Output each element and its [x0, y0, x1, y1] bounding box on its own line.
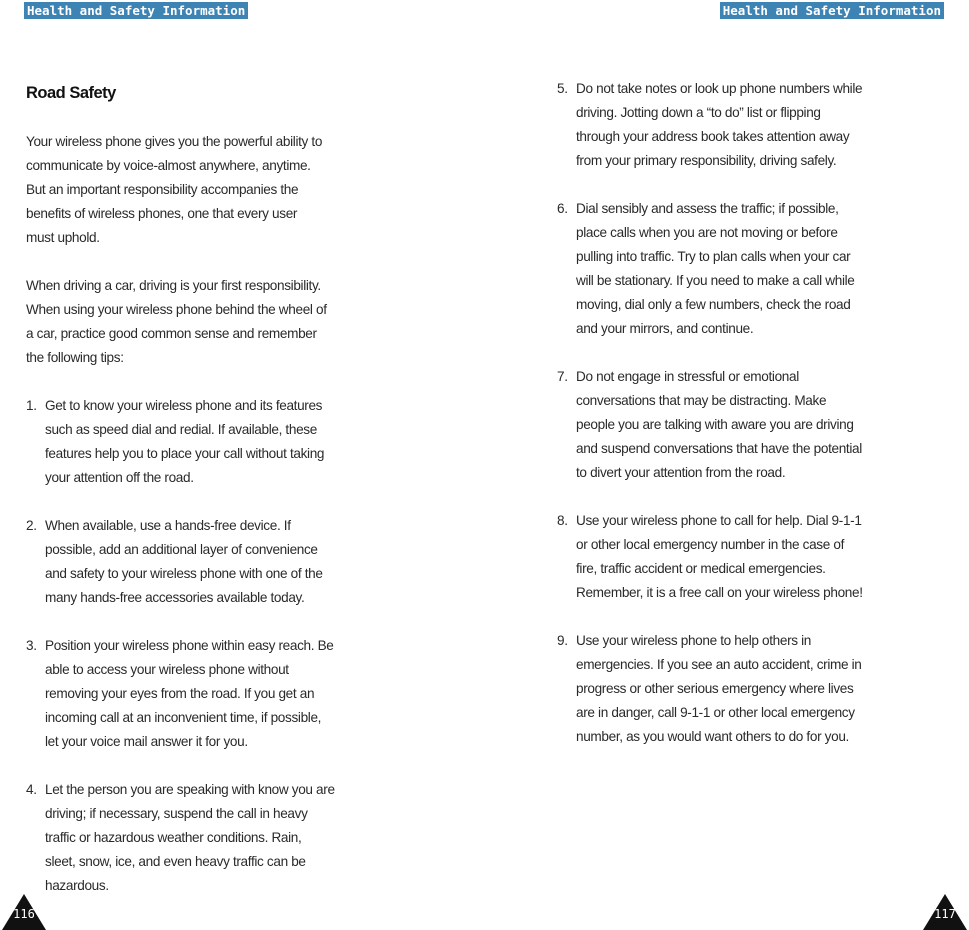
- tip-number: 5.: [557, 81, 568, 96]
- text-line: benefits of wireless phones, one that every user: [26, 206, 298, 221]
- tip-number: 9.: [557, 633, 568, 648]
- tip-item: [26, 634, 426, 754]
- tip-line: pulling into traffic. Try to plan calls when your car: [576, 249, 851, 264]
- tips-list-right: [557, 77, 957, 749]
- tip-line: conversations that may be distracting. Make: [576, 393, 827, 408]
- intro-paragraph-2: [26, 274, 426, 370]
- text-line: When driving a car, driving is your first responsibility.: [26, 278, 321, 293]
- tip-number: 3.: [26, 638, 37, 653]
- tip-number: 8.: [557, 513, 568, 528]
- tip-item: [26, 394, 426, 490]
- tip-line: many hands-free accessories available today.: [45, 590, 305, 605]
- tip-item: [557, 509, 957, 605]
- tip-line: place calls when you are not moving or before: [576, 225, 838, 240]
- tip-line: Use your wireless phone to help others in: [576, 633, 812, 648]
- text-line: When using your wireless phone behind the wheel of: [26, 302, 327, 317]
- tip-line: Dial sensibly and assess the traffic; if possible,: [576, 201, 839, 216]
- tip-item: [557, 629, 957, 749]
- tip-line: Let the person you are speaking with know you are: [45, 782, 335, 797]
- left-page-content: [26, 80, 426, 898]
- tip-line: through your address book takes attention away: [576, 129, 850, 144]
- right-page-content: [557, 77, 957, 749]
- tip-line: such as speed dial and redial. If available, these: [45, 422, 317, 437]
- tip-line: to divert your attention from the road.: [576, 465, 786, 480]
- page-number-right: 117: [934, 907, 956, 921]
- tip-line: features help you to place your call without taking: [45, 446, 325, 461]
- tip-line: emergencies. If you see an auto accident, crime in: [576, 657, 862, 672]
- tip-item: [557, 365, 957, 485]
- tip-item: [557, 77, 957, 173]
- tip-line: will be stationary. If you need to make a call while: [576, 273, 855, 288]
- tip-line: Use your wireless phone to call for help. Dial 9-1-1: [576, 513, 862, 528]
- tip-number: 4.: [26, 782, 37, 797]
- tip-line: Get to know your wireless phone and its features: [45, 398, 323, 413]
- tip-line: driving. Jotting down a “to do” list or flipping: [576, 105, 821, 120]
- tip-line: driving; if necessary, suspend the call in heavy: [45, 806, 308, 821]
- tip-line: Remember, it is a free call on your wireless phone!: [576, 585, 863, 600]
- tip-line: number, as you would want others to do for you.: [576, 729, 849, 744]
- text-line: the following tips:: [26, 350, 124, 365]
- tip-line: removing your eyes from the road. If you get an: [45, 686, 315, 701]
- tip-line: sleet, snow, ice, and even heavy traffic can be: [45, 854, 306, 869]
- tip-line: and your mirrors, and continue.: [576, 321, 754, 336]
- tip-item: [26, 778, 426, 898]
- tip-line: able to access your wireless phone without: [45, 662, 289, 677]
- tip-line: traffic or hazardous weather conditions. Rain,: [45, 830, 302, 845]
- tip-item: [26, 514, 426, 610]
- text-line: must uphold.: [26, 230, 100, 245]
- tip-number: 1.: [26, 398, 37, 413]
- tip-number: 2.: [26, 518, 37, 533]
- tip-line: progress or other serious emergency where lives: [576, 681, 854, 696]
- tip-line: When available, use a hands-free device. If: [45, 518, 291, 533]
- tip-line: people you are talking with aware you are driving: [576, 417, 854, 432]
- text-line: But an important responsibility accompanies the: [26, 182, 299, 197]
- section-title: Road Safety: [26, 84, 116, 102]
- tip-line: or other local emergency number in the case of: [576, 537, 845, 552]
- tip-line: moving, dial only a few numbers, check the road: [576, 297, 851, 312]
- tip-number: 6.: [557, 201, 568, 216]
- page-number-left: 116: [13, 907, 35, 921]
- tip-line: possible, add an additional layer of convenience: [45, 542, 318, 557]
- intro-paragraph-1: [26, 130, 426, 250]
- tip-number: 7.: [557, 369, 568, 384]
- tip-line: hazardous.: [45, 878, 109, 893]
- tip-line: Do not engage in stressful or emotional: [576, 369, 799, 384]
- tips-list-left: [26, 394, 426, 898]
- page-header-right: Health and Safety Information: [720, 2, 944, 19]
- tip-line: Do not take notes or look up phone numbers while: [576, 81, 863, 96]
- page-header-left: Health and Safety Information: [24, 2, 248, 19]
- tip-line: and suspend conversations that have the potential: [576, 441, 862, 456]
- tip-line: are in danger, call 9-1-1 or other local emergency: [576, 705, 855, 720]
- tip-line: from your primary responsibility, driving safely.: [576, 153, 837, 168]
- tip-line: incoming call at an inconvenient time, if possible,: [45, 710, 322, 725]
- text-line: a car, practice good common sense and remember: [26, 326, 317, 341]
- tip-line: and safety to your wireless phone with one of the: [45, 566, 323, 581]
- tip-line: your attention off the road.: [45, 470, 194, 485]
- text-line: communicate by voice-almost anywhere, anytime.: [26, 158, 311, 173]
- tip-line: fire, traffic accident or medical emergencies.: [576, 561, 826, 576]
- tip-line: let your voice mail answer it for you.: [45, 734, 248, 749]
- text-line: Your wireless phone gives you the powerful ability to: [26, 134, 323, 149]
- tip-item: [557, 197, 957, 341]
- tip-line: Position your wireless phone within easy reach. Be: [45, 638, 334, 653]
